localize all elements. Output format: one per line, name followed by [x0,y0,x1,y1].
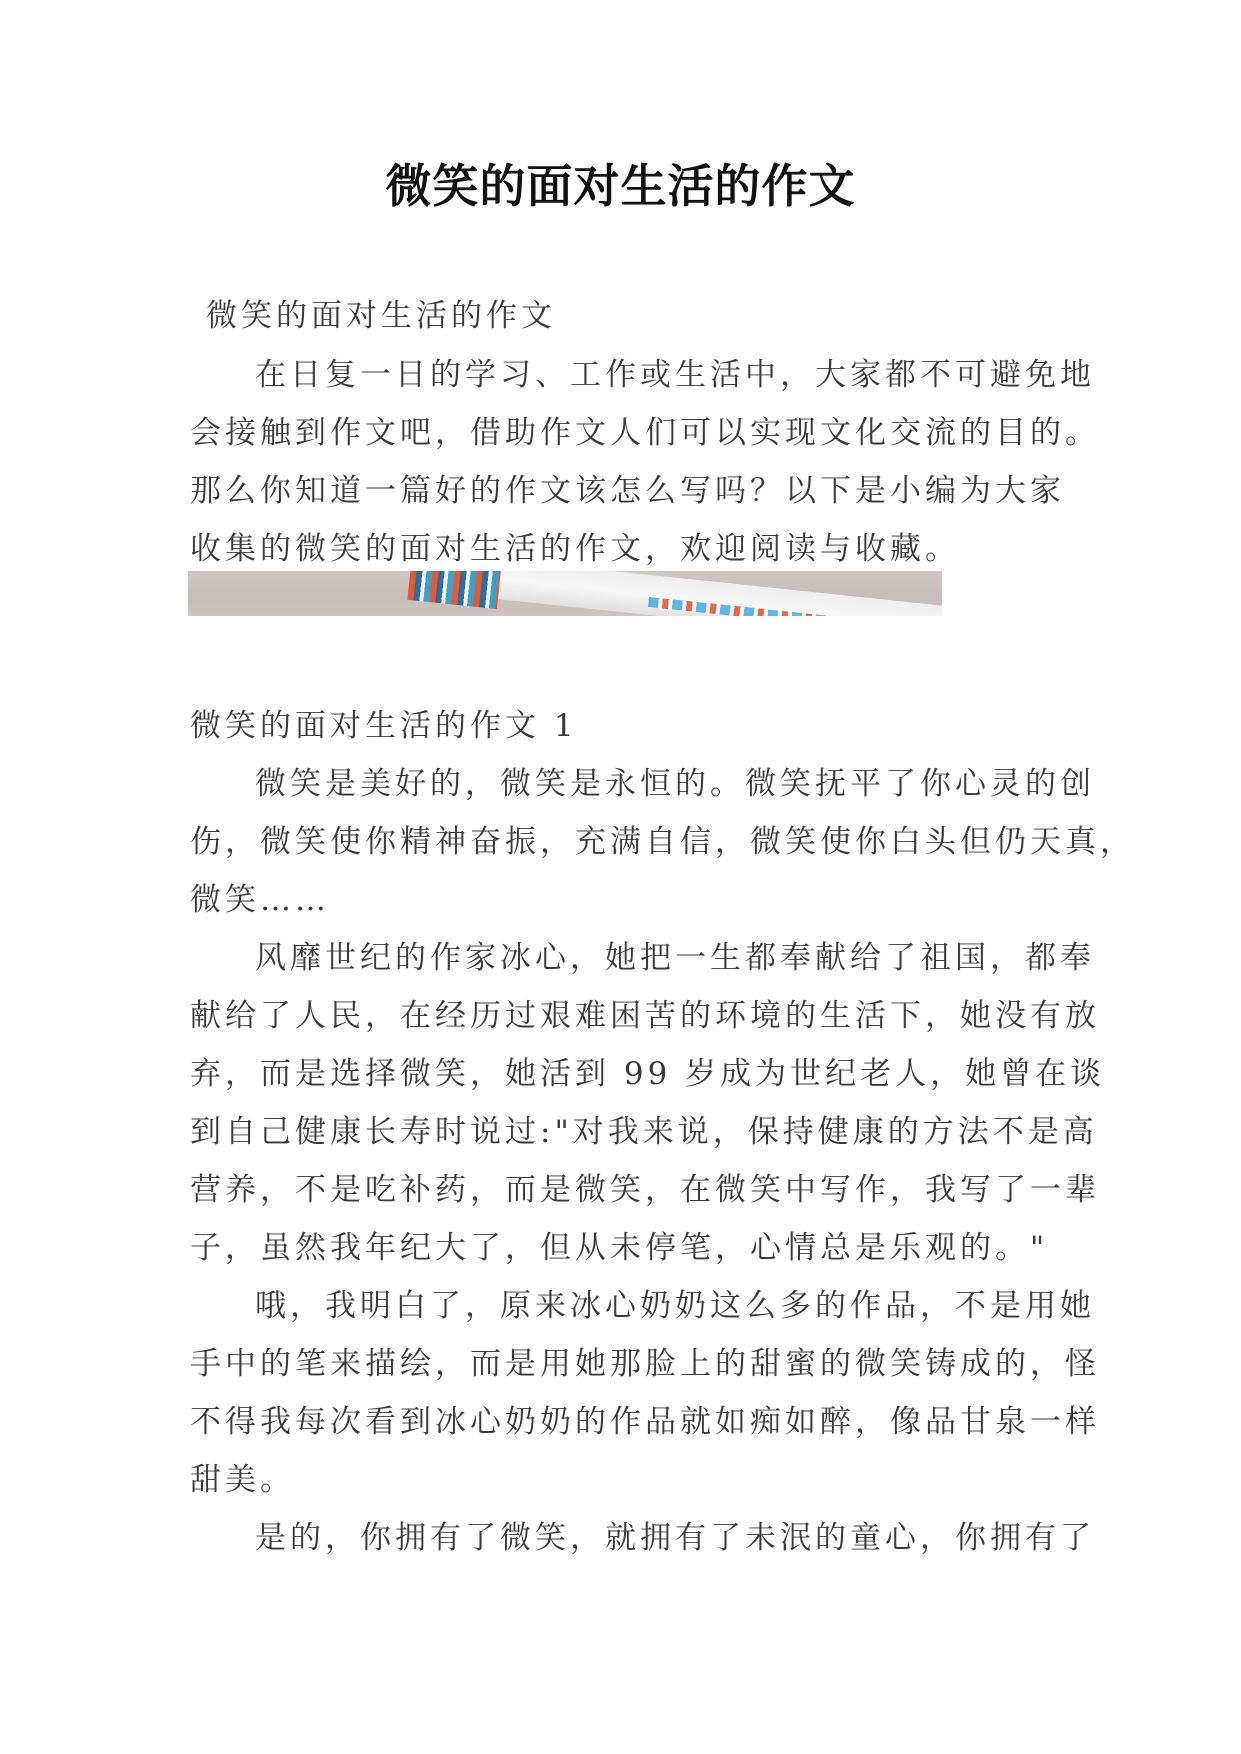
document-title: 微笑的面对生活的作文 [385,159,856,213]
paragraph-line: 伤，微笑使你精神奋振，充满自信，微笑使你白头但仍天真， [190,824,1135,860]
paragraph-line: 手中的笔来描绘，而是用她那脸上的甜蜜的微笑铸成的，怪 [190,1346,1100,1382]
paragraph-line: 风靡世纪的作家冰心，她把一生都奉献给了祖国，都奉 [255,940,1095,976]
subtitle: 微笑的面对生活的作文 [206,298,556,334]
paragraph-line: 是的，你拥有了微笑，就拥有了未泯的童心，你拥有了 [255,1520,1095,1556]
intro-line: 在日复一日的学习、工作或生活中，大家都不可避免地 [255,357,1095,393]
intro-line: 收集的微笑的面对生活的作文，欢迎阅读与收藏。 [190,531,960,567]
intro-line: 那么你知道一篇好的作文该怎么写吗？以下是小编为大家 [190,473,1065,509]
paragraph-line: 哦，我明白了，原来冰心奶奶这么多的作品，不是用她 [255,1288,1095,1324]
book-photo [188,571,942,616]
book-illustration [407,571,942,616]
paragraph-line: 到自己健康长寿时说过:"对我来说，保持健康的方法不是高 [190,1114,1098,1150]
section-heading: 微笑的面对生活的作文 1 [190,708,578,744]
paragraph-line: 子，虽然我年纪大了，但从未停笔，心情总是乐观的。" [190,1230,1049,1266]
paragraph-line: 营养，不是吃补药，而是微笑，在微笑中写作，我写了一辈 [190,1172,1100,1208]
paragraph-line: 献给了人民，在经历过艰难困苦的环境的生活下，她没有放 [190,998,1100,1034]
paragraph-line: 不得我每次看到冰心奶奶的作品就如痴如醉，像品甘泉一样 [190,1404,1100,1440]
paragraph-line: 微笑是美好的，微笑是永恒的。微笑抚平了你心灵的创 [255,766,1095,802]
paragraph-line: 弃，而是选择微笑，她活到 99 岁成为世纪老人，她曾在谈 [190,1056,1106,1092]
intro-line: 会接触到作文吧，借助作文人们可以实现文化交流的目的。 [190,415,1100,451]
paragraph-line: 微笑…… [190,882,330,918]
paragraph-line: 甜美。 [190,1462,295,1498]
